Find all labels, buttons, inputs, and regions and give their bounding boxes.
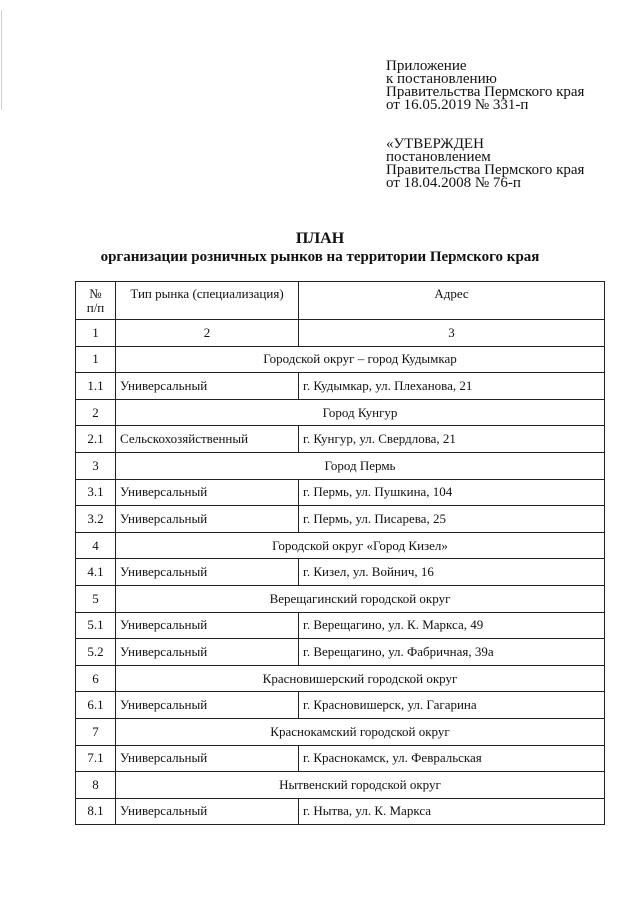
table-row bbox=[76, 798, 605, 825]
market-type: Универсальный bbox=[116, 798, 299, 825]
row-number: 4.1 bbox=[76, 559, 116, 586]
approval-line: от 18.04.2008 № 76-п bbox=[386, 175, 521, 191]
document-title: ПЛАН bbox=[295, 230, 345, 247]
group-title: Город Пермь bbox=[116, 452, 605, 479]
row-number: 1 bbox=[76, 346, 116, 373]
row-number: 7 bbox=[76, 718, 116, 745]
row-number: 5 bbox=[76, 585, 116, 612]
row-number: 8 bbox=[76, 772, 116, 799]
appendix-line: Приложение bbox=[386, 58, 467, 74]
market-address: г. Верещагино, ул. Фабричная, 39а bbox=[299, 639, 605, 666]
row-number: 6 bbox=[76, 665, 116, 692]
table-row bbox=[76, 745, 605, 772]
table-row bbox=[76, 559, 605, 586]
group-title: Верещагинский городской округ bbox=[116, 585, 605, 612]
table-group-row bbox=[76, 718, 605, 745]
market-type: Универсальный bbox=[116, 559, 299, 586]
table-row bbox=[76, 612, 605, 639]
appendix-line: от 16.05.2019 № 331-п bbox=[386, 97, 529, 113]
group-title: Городской округ – город Кудымкар bbox=[116, 346, 605, 373]
table-row bbox=[76, 506, 605, 533]
row-number: 3 bbox=[76, 452, 116, 479]
table-group-row bbox=[76, 532, 605, 559]
market-address: г. Пермь, ул. Пушкина, 104 bbox=[299, 479, 605, 506]
market-type: Универсальный bbox=[116, 745, 299, 772]
market-address: г. Верещагино, ул. К. Маркса, 49 bbox=[299, 612, 605, 639]
market-address: г. Кунгур, ул. Свердлова, 21 bbox=[299, 426, 605, 453]
header-num bbox=[76, 282, 116, 320]
header-address: Адрес bbox=[299, 282, 605, 320]
scan-edge-line bbox=[1, 10, 2, 110]
row-number: 5.2 bbox=[76, 639, 116, 666]
approval-block bbox=[386, 138, 584, 190]
approval-line: постановлением bbox=[386, 149, 491, 165]
market-address: г. Краснокамск, ул. Февральская bbox=[299, 745, 605, 772]
approval-line: «УТВЕРЖДЕН bbox=[386, 136, 484, 152]
header-num-line1: № bbox=[89, 286, 102, 301]
header-type: Тип рынка (специализация) bbox=[116, 282, 299, 320]
group-title: Город Кунгур bbox=[116, 399, 605, 426]
table-row bbox=[76, 692, 605, 719]
header-num-line2: п/п bbox=[86, 300, 105, 315]
markets-table bbox=[75, 281, 605, 825]
row-number: 2.1 bbox=[76, 426, 116, 453]
row-number: 7.1 bbox=[76, 745, 116, 772]
group-title: Красновишерский городской округ bbox=[116, 665, 605, 692]
table-row bbox=[76, 639, 605, 666]
market-type: Универсальный bbox=[116, 506, 299, 533]
appendix-block bbox=[386, 60, 584, 112]
table-header-row bbox=[76, 282, 605, 320]
group-title: Краснокамский городской округ bbox=[116, 718, 605, 745]
market-type: Универсальный bbox=[116, 479, 299, 506]
table-group-row bbox=[76, 452, 605, 479]
table-row bbox=[76, 373, 605, 400]
table-body bbox=[76, 320, 605, 825]
group-title: Нытвенский городской округ bbox=[116, 772, 605, 799]
column-number: 1 bbox=[76, 320, 116, 347]
market-address: г. Кудымкар, ул. Плеханова, 21 bbox=[299, 373, 605, 400]
table-group-row bbox=[76, 346, 605, 373]
row-number: 8.1 bbox=[76, 798, 116, 825]
row-number: 6.1 bbox=[76, 692, 116, 719]
table-group-row bbox=[76, 772, 605, 799]
market-address: г. Нытва, ул. К. Маркса bbox=[299, 798, 605, 825]
market-type: Универсальный bbox=[116, 639, 299, 666]
document-subtitle: организации розничных рынков на территории Пермского края bbox=[100, 249, 540, 265]
row-number: 3.1 bbox=[76, 479, 116, 506]
market-address: г. Красновишерск, ул. Гагарина bbox=[299, 692, 605, 719]
table-group-row bbox=[76, 665, 605, 692]
appendix-line: Правительства Пермского края bbox=[386, 84, 585, 100]
appendix-line: к постановлению bbox=[386, 71, 497, 87]
column-number: 3 bbox=[299, 320, 605, 347]
table-row bbox=[76, 479, 605, 506]
row-number: 2 bbox=[76, 399, 116, 426]
group-title: Городской округ «Город Кизел» bbox=[116, 532, 605, 559]
market-type: Универсальный bbox=[116, 612, 299, 639]
row-number: 4 bbox=[76, 532, 116, 559]
row-number: 3.2 bbox=[76, 506, 116, 533]
market-address: г. Кизел, ул. Войнич, 16 bbox=[299, 559, 605, 586]
market-type: Универсальный bbox=[116, 373, 299, 400]
column-number-row bbox=[76, 320, 605, 347]
market-type: Сельскохозяйственный bbox=[116, 426, 299, 453]
market-address: г. Пермь, ул. Писарева, 25 bbox=[299, 506, 605, 533]
approval-line: Правительства Пермского края bbox=[386, 162, 585, 178]
table-group-row bbox=[76, 399, 605, 426]
table-row bbox=[76, 426, 605, 453]
column-number: 2 bbox=[116, 320, 299, 347]
row-number: 5.1 bbox=[76, 612, 116, 639]
table-group-row bbox=[76, 585, 605, 612]
market-type: Универсальный bbox=[116, 692, 299, 719]
row-number: 1.1 bbox=[76, 373, 116, 400]
